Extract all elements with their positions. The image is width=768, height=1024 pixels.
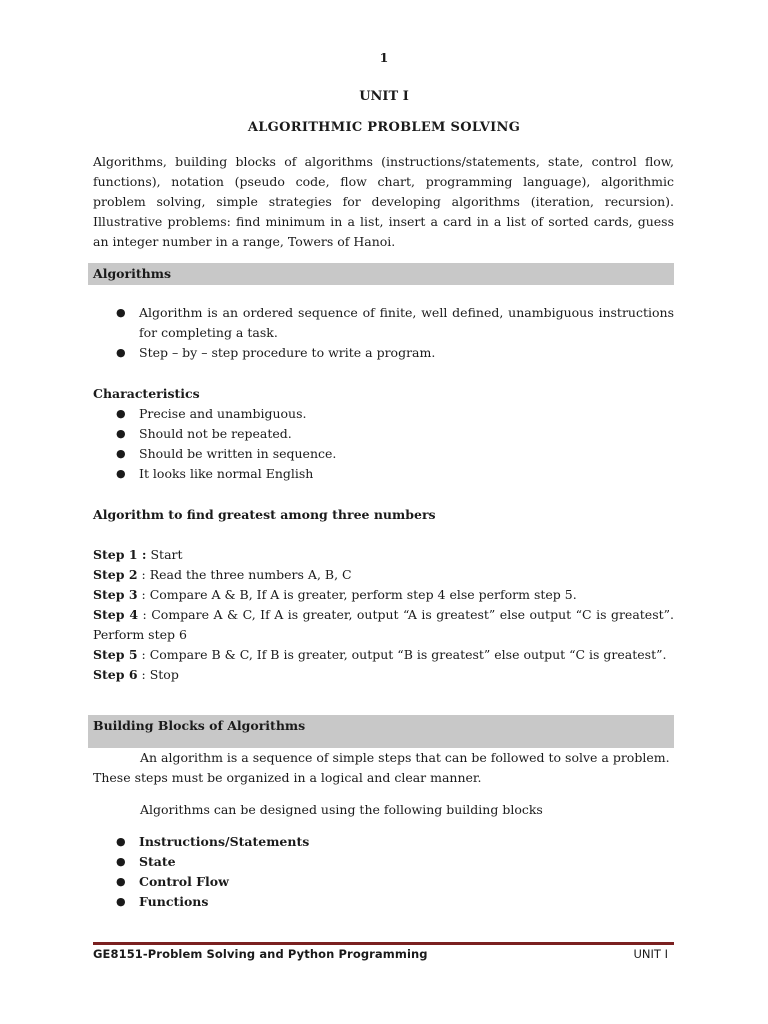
list-item: ● Step – by – step procedure to write a program. bbox=[93, 343, 674, 363]
algorithm-steps bbox=[93, 545, 674, 685]
bullet-icon: ● bbox=[116, 467, 126, 480]
bullet-icon: ● bbox=[116, 895, 126, 908]
bullet-icon: ● bbox=[116, 427, 126, 440]
characteristics-heading: Characteristics bbox=[93, 386, 200, 401]
bullet-icon: ● bbox=[116, 447, 126, 460]
list-item: ● Should not be repeated. bbox=[93, 424, 674, 444]
bullet-icon: ● bbox=[116, 346, 126, 359]
section-heading-building-blocks: Building Blocks of Algorithms bbox=[88, 715, 674, 748]
list-item: ● Functions bbox=[93, 892, 674, 912]
bullet-icon: ● bbox=[116, 306, 126, 319]
unit-title: UNIT I bbox=[359, 89, 409, 104]
greatest-algorithm-heading: Algorithm to find greatest among three numbers bbox=[93, 507, 436, 522]
page-number: 1 bbox=[379, 50, 389, 65]
intro-paragraph: Algorithms, building blocks of algorithms (instructions/statements, state, control flow, functions), notation (pseudo code, flow chart, programming language), algorithmic problem solving, simple strategies for developing algorithms (iteration, recursion). Illustrative problems: find minimum in a list, insert a card in a list of sorted cards, guess an integer number in a range, Towers of Hanoi. bbox=[93, 154, 674, 249]
list-item: ● Precise and unambiguous. bbox=[93, 404, 674, 424]
bullet-icon: ● bbox=[116, 855, 126, 868]
bullet-icon: ● bbox=[116, 835, 126, 848]
list-item: ● Control Flow bbox=[93, 872, 674, 892]
building-blocks-paragraph: An algorithm is a sequence of simple steps that can be followed to solve a problem. These steps must be organized in a logical and clear manner. bbox=[93, 750, 670, 785]
list-item: ● Algorithm is an ordered sequence of finite, well defined, unambiguous instructions for completing a task. bbox=[116, 305, 674, 340]
bullet-icon: ● bbox=[116, 875, 126, 888]
footer-divider bbox=[93, 942, 674, 945]
step-line: Step 6 : Stop bbox=[93, 667, 179, 682]
step-line: Step 2 : Read the three numbers A, B, C bbox=[93, 567, 352, 582]
step-line: Step 4 : Compare A & C, If A is greater, output “A is greatest” else output “C is greatest”. Perform step 6 bbox=[93, 607, 675, 642]
list-item: ● Should be written in sequence. bbox=[93, 444, 674, 464]
footer-course-title: GE8151-Problem Solving and Python Programming bbox=[93, 947, 428, 961]
characteristics-list bbox=[93, 404, 674, 484]
footer-unit-label: UNIT I bbox=[633, 947, 668, 961]
list-item: ● State bbox=[93, 852, 674, 872]
chapter-title: ALGORITHMIC PROBLEM SOLVING bbox=[247, 120, 521, 135]
algorithm-definition-list bbox=[93, 303, 674, 363]
step-line: Step 5 : Compare B & C, If B is greater, output “B is greatest” else output “C is greatest”. bbox=[93, 647, 667, 662]
building-blocks-list bbox=[93, 832, 674, 912]
list-item: ● It looks like normal English bbox=[93, 464, 674, 484]
step-line: Step 1 : Start bbox=[93, 547, 183, 562]
list-item: ● Instructions/Statements bbox=[93, 832, 674, 852]
section-heading-algorithms: Algorithms bbox=[88, 263, 674, 285]
bullet-icon: ● bbox=[116, 407, 126, 420]
step-line: Step 3 : Compare A & B, If A is greater, perform step 4 else perform step 5. bbox=[93, 587, 577, 602]
building-blocks-intro: Algorithms can be designed using the following building blocks bbox=[140, 802, 543, 817]
